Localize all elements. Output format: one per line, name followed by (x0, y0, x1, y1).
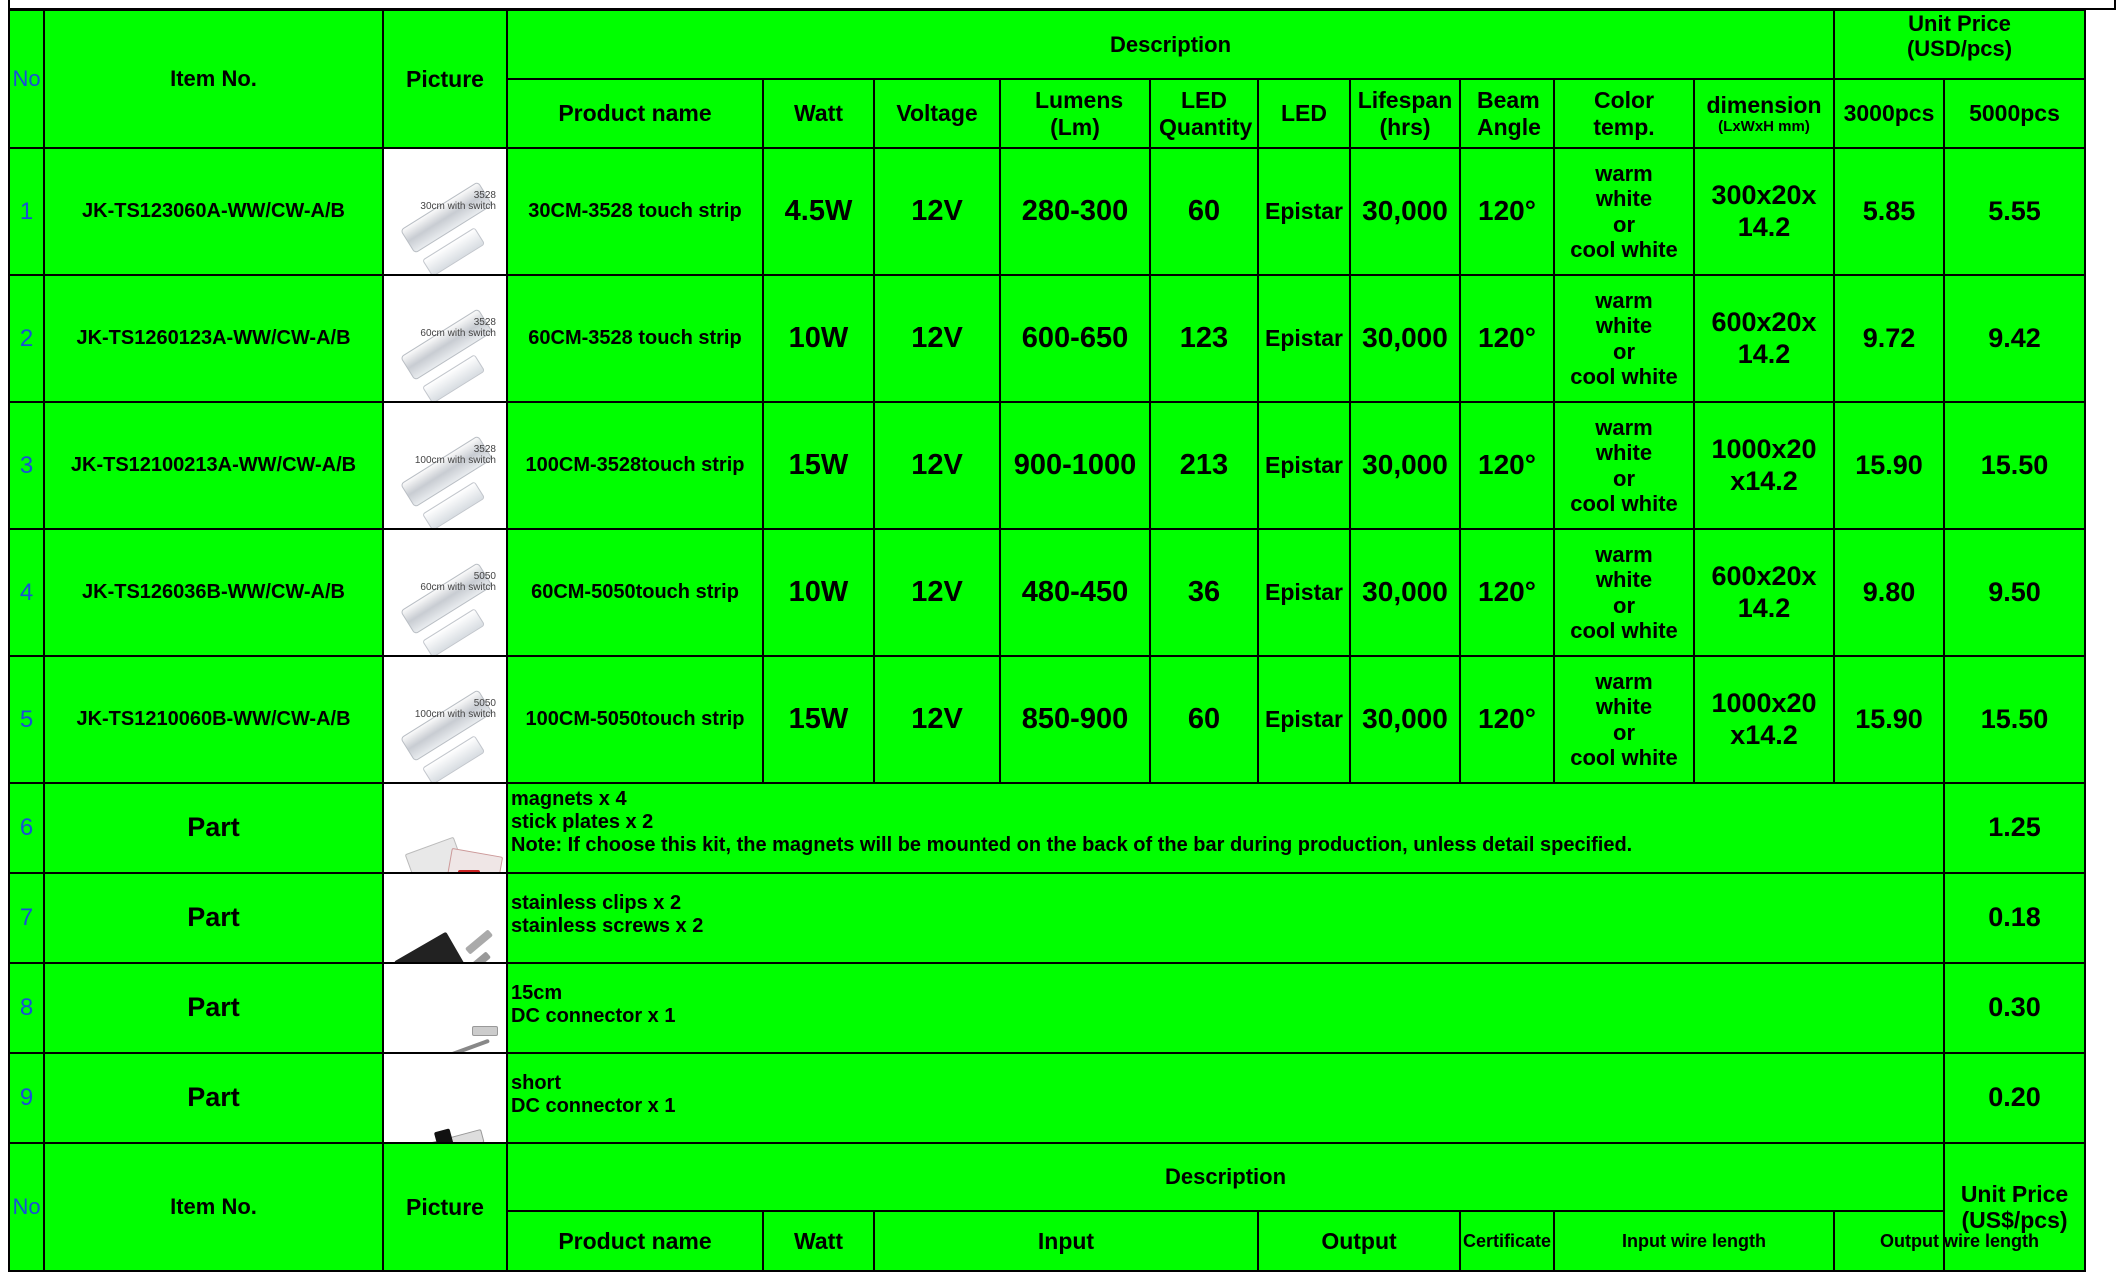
led-brand: Epistar (1258, 148, 1350, 275)
cell-line: or (1613, 592, 1635, 618)
part-description (507, 873, 1944, 963)
cell-line: white (1595, 186, 1653, 212)
led-brand: Epistar (1258, 529, 1350, 656)
part-row (9, 963, 2085, 1053)
row-number: 1 (9, 148, 44, 275)
led-brand: Epistar (1258, 656, 1350, 783)
footer-col-item: Item No. (44, 1143, 383, 1271)
lumens-value: 480-450 (1000, 529, 1150, 656)
row-number: 4 (9, 529, 44, 656)
lumens-value: 900-1000 (1000, 402, 1150, 529)
voltage-value: 12V (874, 656, 1000, 783)
price-3000pcs: 9.80 (1834, 529, 1944, 656)
cell-line: warm (1595, 668, 1653, 694)
col-dimension-header: dimension (LxWxH mm) (1694, 79, 1834, 148)
beam-angle-value: 120° (1460, 148, 1554, 275)
part-row (9, 873, 2085, 963)
row-number: 3 (9, 402, 44, 529)
price-5000pcs: 9.42 (1944, 275, 2085, 402)
lumens-value: 850-900 (1000, 656, 1150, 783)
col-no-header: No (9, 10, 44, 148)
col-watt-header: Watt (763, 79, 874, 148)
footer-unit-price-label: Unit Price (US$/pcs) (1960, 1180, 2069, 1233)
row-number: 9 (9, 1053, 44, 1143)
cell-line: or (1613, 338, 1635, 364)
lifespan-value: 30,000 (1350, 656, 1460, 783)
led-brand: Epistar (1258, 402, 1350, 529)
part-price: 0.20 (1944, 1053, 2085, 1143)
watt-value: 10W (763, 529, 874, 656)
part-description (507, 1053, 1944, 1143)
cell-line: 1000x20 (1711, 434, 1817, 465)
part-description-line: stainless screws x 2 (511, 915, 704, 937)
cell-line: 1000x20 (1711, 688, 1817, 719)
price-5000pcs: 15.50 (1944, 656, 2085, 783)
col-led-header: LED (1258, 79, 1350, 148)
cell-line: 14.2 (1737, 338, 1791, 369)
led-brand: Epistar (1258, 275, 1350, 402)
part-row (9, 783, 2085, 873)
picture-caption (420, 190, 496, 212)
watt-value: 4.5W (763, 148, 874, 275)
voltage-value: 12V (874, 148, 1000, 275)
part-description-line: DC connector x 1 (511, 1005, 676, 1027)
col-item-header: Item No. (44, 10, 383, 148)
cell-line: 30cm with switch (420, 200, 496, 212)
footer-col-no: No (9, 1143, 44, 1271)
price-3000pcs: 9.72 (1834, 275, 1944, 402)
product-picture (383, 148, 507, 275)
color-temp-value (1554, 529, 1694, 656)
part-description (507, 963, 1944, 1053)
footer-col-picture: Picture (383, 1143, 507, 1271)
led-quantity-value: 36 (1150, 529, 1258, 656)
dimension-value (1694, 275, 1834, 402)
cell-line: x14.2 (1730, 465, 1798, 496)
price-5000pcs: 15.50 (1944, 402, 2085, 529)
row-number: 5 (9, 656, 44, 783)
cell-line: warm (1595, 414, 1653, 440)
cell-line: 600x20x (1711, 561, 1817, 592)
cell-line: x14.2 (1730, 719, 1798, 750)
beam-angle-value: 120° (1460, 656, 1554, 783)
cell-line: 600x20x (1711, 307, 1817, 338)
voltage-value: 12V (874, 402, 1000, 529)
color-temp-value (1554, 275, 1694, 402)
price-3000pcs: 15.90 (1834, 402, 1944, 529)
color-temp-value (1554, 656, 1694, 783)
row-number: 8 (9, 963, 44, 1053)
product-row (9, 148, 2085, 275)
part-description-line: stainless clips x 2 (511, 892, 682, 914)
beam-angle-value: 120° (1460, 275, 1554, 402)
footer-header-row-1 (9, 1143, 2085, 1211)
beam-angle-value: 120° (1460, 529, 1554, 656)
footer-col-input: Input (874, 1211, 1258, 1271)
lumens-value: 600-650 (1000, 275, 1150, 402)
col-lifespan-header: Lifespan (hrs) (1350, 79, 1460, 148)
cell-line: 5050 (473, 570, 496, 582)
product-picture (383, 275, 507, 402)
price-3000pcs: 15.90 (1834, 656, 1944, 783)
col-unit-price-header: Unit Price (USD/pcs) (1834, 10, 2085, 79)
cell-line: 100cm with switch (414, 454, 496, 466)
picture-caption (420, 317, 496, 339)
item-number: JK-TS1210060B-WW/CW-A/B (44, 656, 383, 783)
product-picture (383, 529, 507, 656)
led-quantity-value: 213 (1150, 402, 1258, 529)
part-item: Part (44, 963, 383, 1053)
cell-line: cool white (1570, 744, 1678, 770)
part-item: Part (44, 1053, 383, 1143)
color-temp-value (1554, 402, 1694, 529)
item-number: JK-TS126036B-WW/CW-A/B (44, 529, 383, 656)
price-3000pcs: 5.85 (1834, 148, 1944, 275)
dimension-value (1694, 148, 1834, 275)
footer-col-watt: Watt (763, 1211, 874, 1271)
cell-line: 3528 (473, 316, 496, 328)
part-description-line: magnets x 4 (511, 788, 627, 810)
footer-col-output-wire: Output wire length (1834, 1211, 2085, 1271)
col-qty2-header: 5000pcs (1944, 79, 2085, 148)
col-lumens-header: Lumens (Lm) (1000, 79, 1150, 148)
price-5000pcs: 9.50 (1944, 529, 2085, 656)
color-temp-value (1554, 148, 1694, 275)
cell-line: 3528 (473, 189, 496, 201)
product-row (9, 656, 2085, 783)
part-price: 0.30 (1944, 963, 2085, 1053)
cell-line: 14.2 (1737, 592, 1791, 623)
part-description-line: Note: If choose this kit, the magnets will be mounted on the back of the bar during production, unless detail specified. (511, 834, 1633, 856)
watt-value: 15W (763, 656, 874, 783)
col-picture-header: Picture (383, 10, 507, 148)
part-description-line: stick plates x 2 (511, 811, 654, 833)
cell-line: cool white (1570, 490, 1678, 516)
product-row (9, 402, 2085, 529)
lifespan-value: 30,000 (1350, 402, 1460, 529)
col-description-header: Description (507, 10, 1834, 79)
footer-col-output: Output (1258, 1211, 1460, 1271)
price-5000pcs: 5.55 (1944, 148, 2085, 275)
col-color-temp-header: Color temp. (1554, 79, 1694, 148)
cell-line: 14.2 (1737, 211, 1791, 242)
item-number: JK-TS12100213A-WW/CW-A/B (44, 402, 383, 529)
row-number: 6 (9, 783, 44, 873)
part-row (9, 1053, 2085, 1143)
part-item: Part (44, 873, 383, 963)
picture-caption (415, 698, 496, 720)
item-number: JK-TS1260123A-WW/CW-A/B (44, 275, 383, 402)
cell-line: or (1613, 465, 1635, 491)
cell-line: cool white (1570, 363, 1678, 389)
cell-line: or (1613, 211, 1635, 237)
lifespan-value: 30,000 (1350, 148, 1460, 275)
header-row-1 (9, 10, 2085, 79)
cell-line: warm (1595, 160, 1653, 186)
picture-caption (415, 444, 496, 466)
col-beam-angle-header: Beam Angle (1460, 79, 1554, 148)
lumens-value: 280-300 (1000, 148, 1150, 275)
beam-angle-value: 120° (1460, 402, 1554, 529)
cell-line: 60cm with switch (420, 327, 496, 339)
product-name: 100CM-3528touch strip (507, 402, 763, 529)
led-quantity-value: 123 (1150, 275, 1258, 402)
footer-col-input-wire: Input wire length (1554, 1211, 1834, 1271)
cell-line: warm (1595, 287, 1653, 313)
part-price: 0.18 (1944, 873, 2085, 963)
cell-line: warm (1595, 541, 1653, 567)
dimension-value (1694, 529, 1834, 656)
cell-line: 5050 (473, 697, 496, 709)
row-number: 2 (9, 275, 44, 402)
col-led-quantity-header: LED Quantity (1150, 79, 1258, 148)
part-description (507, 783, 1944, 873)
cell-line: cool white (1570, 617, 1678, 643)
cell-line: 300x20x (1711, 180, 1817, 211)
part-picture (383, 963, 507, 1053)
picture-caption (420, 571, 496, 593)
part-picture (383, 1053, 507, 1143)
footer-col-certificate: Certificate (1460, 1211, 1554, 1271)
product-name: 60CM-3528 touch strip (507, 275, 763, 402)
dimension-value (1694, 656, 1834, 783)
cell-line: white (1595, 694, 1653, 720)
voltage-value: 12V (874, 529, 1000, 656)
dimension-value (1694, 402, 1834, 529)
product-row (9, 275, 2085, 402)
item-number: JK-TS123060A-WW/CW-A/B (44, 148, 383, 275)
led-quantity-value: 60 (1150, 656, 1258, 783)
cell-line: 60cm with switch (420, 581, 496, 593)
watt-value: 15W (763, 402, 874, 529)
col-product-name-header: Product name (507, 79, 763, 148)
part-item: Part (44, 783, 383, 873)
cell-line: white (1595, 567, 1653, 593)
product-picture (383, 656, 507, 783)
col-qty1-header: 3000pcs (1834, 79, 1944, 148)
cell-line: or (1613, 719, 1635, 745)
cell-line: cool white (1570, 236, 1678, 262)
col-voltage-header: Voltage (874, 79, 1000, 148)
part-price: 1.25 (1944, 783, 2085, 873)
cell-line: white (1595, 313, 1653, 339)
footer-col-description: Description (507, 1143, 1944, 1211)
row-number: 7 (9, 873, 44, 963)
product-name: 30CM-3528 touch strip (507, 148, 763, 275)
footer-col-product-name: Product name (507, 1211, 763, 1271)
led-quantity-value: 60 (1150, 148, 1258, 275)
price-table (8, 9, 2086, 1272)
part-description-line: 15cm (511, 982, 563, 1004)
part-picture (383, 873, 507, 963)
product-name: 60CM-5050touch strip (507, 529, 763, 656)
product-name: 100CM-5050touch strip (507, 656, 763, 783)
lifespan-value: 30,000 (1350, 529, 1460, 656)
part-description-line: short (511, 1072, 561, 1094)
product-row (9, 529, 2085, 656)
voltage-value: 12V (874, 275, 1000, 402)
cell-line: white (1595, 440, 1653, 466)
cell-line: 3528 (473, 443, 496, 455)
part-picture (383, 783, 507, 873)
watt-value: 10W (763, 275, 874, 402)
cell-line: 100cm with switch (414, 708, 496, 720)
part-description-line: DC connector x 1 (511, 1095, 676, 1117)
lifespan-value: 30,000 (1350, 275, 1460, 402)
product-picture (383, 402, 507, 529)
